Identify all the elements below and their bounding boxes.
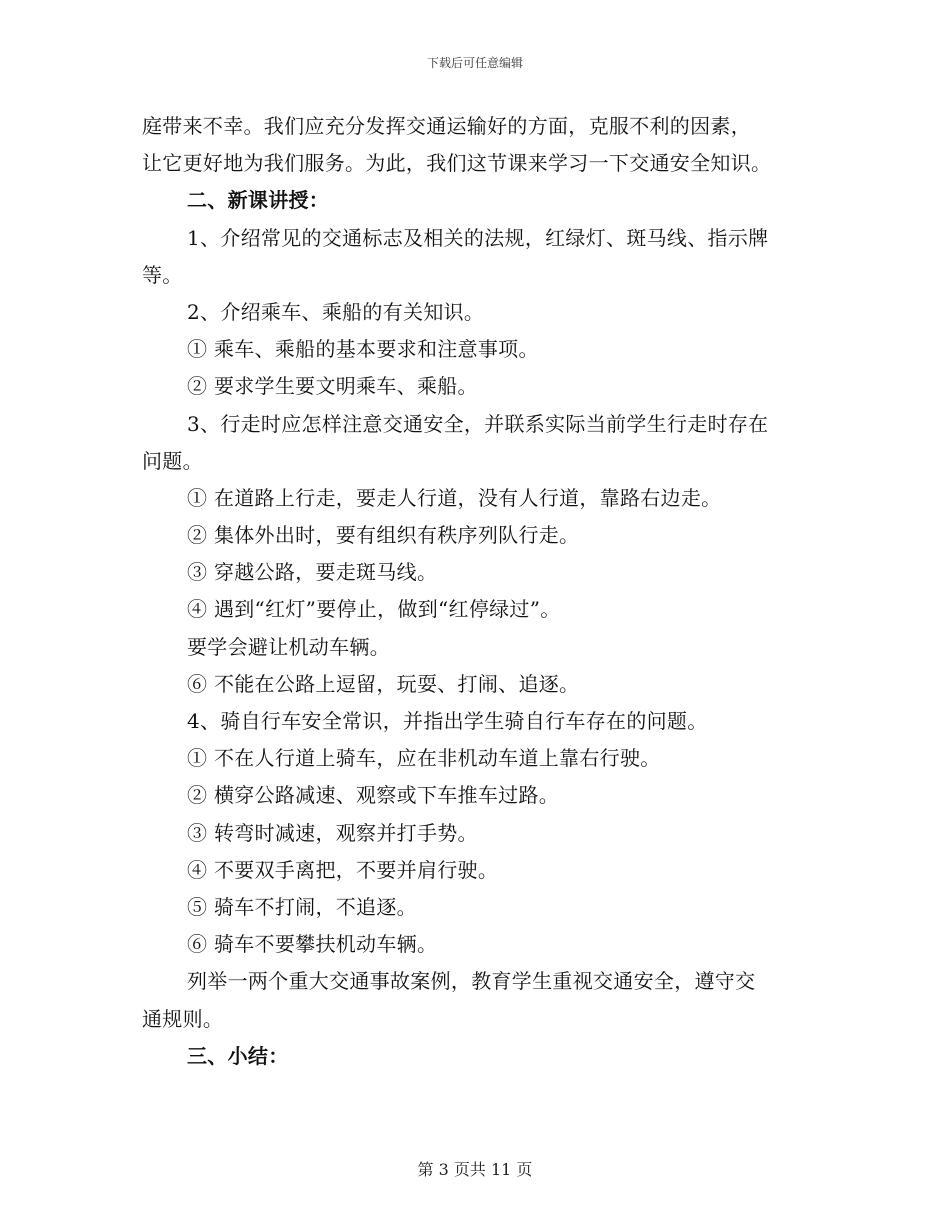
paragraph-line: 3、行走时应怎样注意交通安全，并联系实际当前学生行走时存在 — [187, 411, 769, 436]
paragraph-line: ⑤ 骑车不打闹，不追逐。 — [187, 894, 417, 919]
paragraph-line: ③ 转弯时减速，观察并打手势。 — [187, 820, 478, 845]
section-heading: 二、新课讲授： — [187, 188, 330, 213]
document-body — [142, 108, 812, 1075]
paragraph-line: ⑥ 不能在公路上逗留，玩耍、打闹、追逐。 — [187, 671, 580, 696]
paragraph-line: ④ 遇到“红灯”要停止，做到“红停绿过”。 — [187, 597, 561, 622]
paragraph-line: ① 在道路上行走，要走人行道，没有人行道，靠路右边走。 — [187, 485, 722, 510]
paragraph-line: 要学会避让机动车辆。 — [187, 634, 390, 659]
paragraph-line: 4、骑自行车安全常识，并指出学生骑自行车存在的问题。 — [187, 709, 708, 733]
paragraph-line: 通规则。 — [142, 1006, 224, 1031]
paragraph-line: 让它更好地为我们服务。为此，我们这节课来学习一下交通安全知识。 — [142, 151, 772, 176]
paragraph-line: 庭带来不幸。我们应充分发挥交通运输好的方面，克服不利的因素， — [142, 114, 751, 138]
paragraph-line: 2、介绍乘车、乘船的有关知识。 — [187, 299, 485, 324]
paragraph-line: ③ 穿越公路，要走斑马线。 — [187, 560, 438, 585]
page-footer: 第 3 页共 11 页 — [417, 1160, 533, 1179]
paragraph-line: 1、介绍常见的交通标志及相关的法规，红绿灯、斑马线、指示牌 — [187, 225, 769, 250]
paragraph-line: ① 不在人行道上骑车，应在非机动车道上靠右行驶。 — [187, 746, 661, 771]
paragraph-line: ② 要求学生要文明乘车、乘船。 — [187, 374, 478, 399]
paragraph-line: 等。 — [142, 262, 183, 287]
paragraph-line: ① 乘车、乘船的基本要求和注意事项。 — [187, 337, 539, 362]
section-heading: 三、小结： — [187, 1043, 289, 1068]
paragraph-line: ⑥ 骑车不要攀扶机动车辆。 — [187, 932, 438, 957]
page-header: 下载后可任意编辑 — [426, 56, 523, 70]
paragraph-line: ④ 不要双手离把，不要并肩行驶。 — [187, 857, 499, 882]
paragraph-line: ② 横穿公路减速、观察或下车推车过路。 — [187, 783, 560, 808]
paragraph-line: ② 集体外出时，要有组织有秩序列队行走。 — [187, 523, 580, 548]
paragraph-line: 问题。 — [142, 448, 203, 473]
paragraph-line: 列举一两个重大交通事故案例，教育学生重视交通安全，遵守交 — [187, 969, 756, 994]
